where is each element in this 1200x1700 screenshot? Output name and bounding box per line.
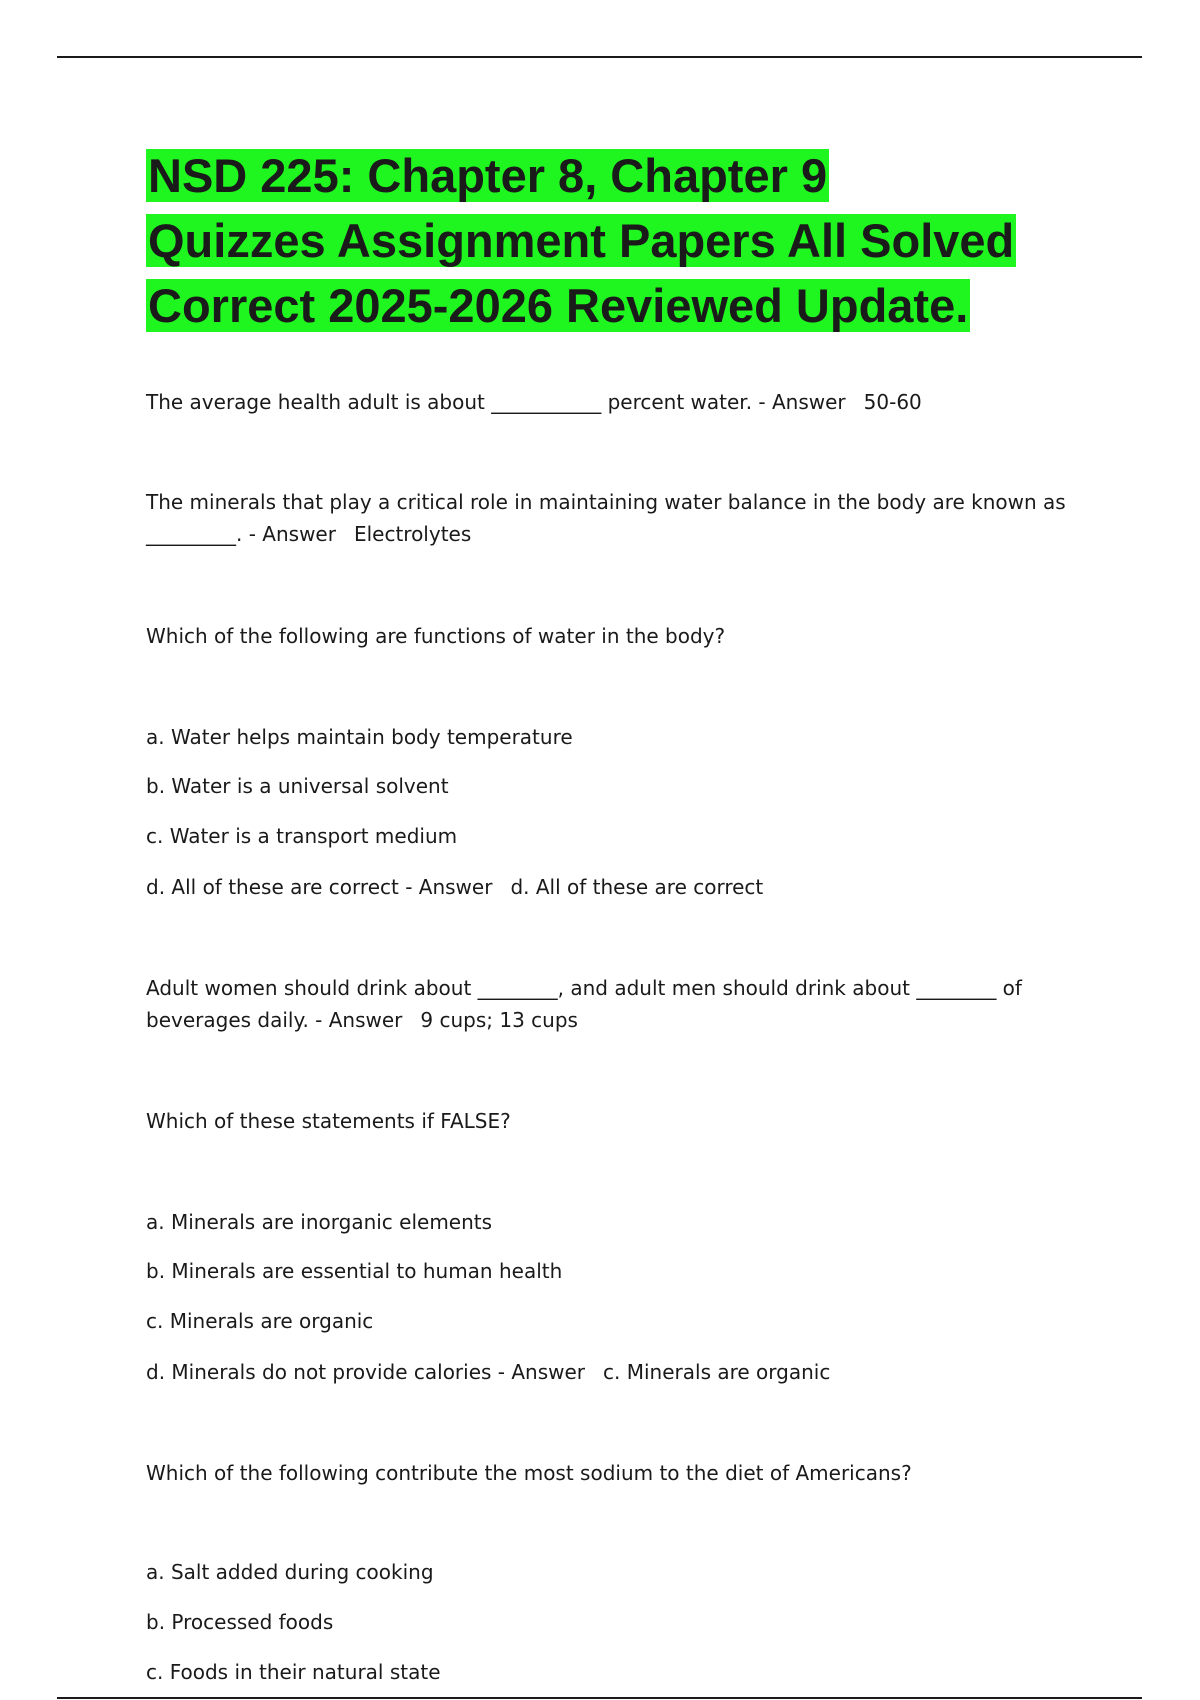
answer-text: Electrolytes	[353, 522, 472, 546]
question-1	[146, 386, 922, 418]
question-5: Which of these statements if FALSE?	[146, 1109, 511, 1133]
option-a: a. Water helps maintain body temperature	[146, 725, 573, 749]
header-rule	[57, 56, 1142, 58]
question-4-continued	[146, 1004, 578, 1036]
question-3: Which of the following are functions of water in the body?	[146, 624, 726, 648]
option-b: b. Processed foods	[146, 1610, 334, 1634]
option-c: c. Foods in their natural state	[146, 1660, 441, 1684]
answer-text: c. Minerals are organic	[603, 1360, 831, 1384]
title-line: Quizzes Assignment Papers All Solved	[148, 214, 1015, 267]
question-text: The minerals that play a critical role in maintaining water balance in the body are known as	[146, 490, 1066, 514]
answer-text: d. All of these are correct	[510, 875, 764, 899]
question-text: beverages daily. - Answer	[146, 1008, 403, 1032]
title-line: NSD 225: Chapter 8, Chapter 9	[148, 149, 828, 202]
answer-text: 50-60	[863, 390, 922, 414]
question-text: The average health adult is about ___________ percent water. - Answer	[146, 390, 846, 414]
option-a: a. Salt added during cooking	[146, 1560, 434, 1584]
document-title	[146, 143, 1066, 338]
option-a: a. Minerals are inorganic elements	[146, 1210, 493, 1234]
option-c: c. Water is a transport medium	[146, 824, 458, 848]
option-d	[146, 871, 763, 903]
title-line: Correct 2025-2026 Reviewed Update.	[148, 279, 969, 332]
question-2	[146, 486, 1066, 518]
option-text: d. All of these are correct - Answer	[146, 875, 493, 899]
option-b: b. Water is a universal solvent	[146, 774, 449, 798]
option-b: b. Minerals are essential to human health	[146, 1259, 563, 1283]
option-text: d. Minerals do not provide calories - Answer	[146, 1360, 586, 1384]
question-4: Adult women should drink about ________, and adult men should drink about ________ of	[146, 976, 1022, 1000]
option-c: c. Minerals are organic	[146, 1309, 374, 1333]
footer-rule	[57, 1697, 1142, 1699]
option-d	[146, 1356, 830, 1388]
question-2-continued	[146, 518, 471, 550]
answer-text: 9 cups; 13 cups	[420, 1008, 578, 1032]
question-6: Which of the following contribute the most sodium to the diet of Americans?	[146, 1461, 912, 1485]
question-text: _________. - Answer	[146, 522, 336, 546]
